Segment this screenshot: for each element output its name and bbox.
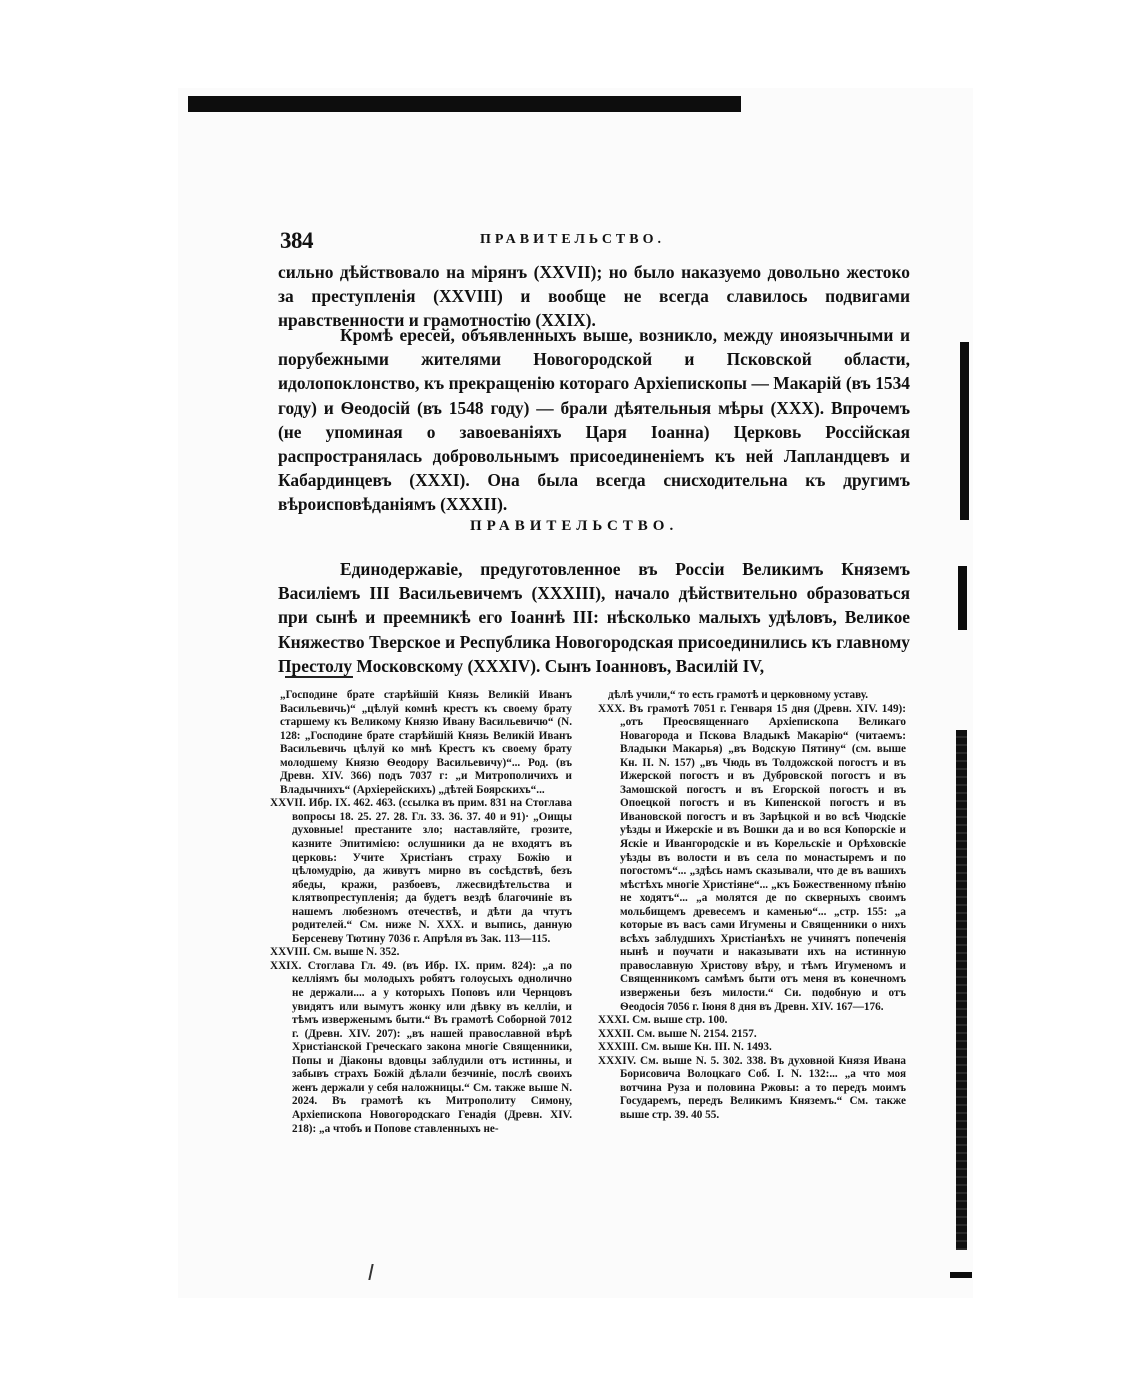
footnotes-right-column (598, 689, 906, 1123)
body-paragraph: Единодержавіе, предуготовленное въ Россіи Великимъ Княземъ Василіемъ III Васильевичемъ (XXXIII), начало дѣйствительно образоваться при сынѣ и преемникѣ его Іоаннѣ III: нѣсколько малыхъ удѣловъ, Великое Княжество Тверское и Республика Новогородская присоединились къ главному Престолу Московскому (XXXIV). Сынъ Іоанновъ, Василій IV, (278, 559, 910, 676)
page-number: 384 (280, 228, 313, 253)
scan-edge-mark (950, 1272, 972, 1278)
scan-edge-mark (956, 730, 967, 1250)
scan-edge-mark (960, 342, 969, 520)
section-title: ПРАВИТЕЛЬСТВО. (470, 518, 679, 534)
footnote-divider (285, 676, 353, 678)
footnote: XXIX. Стоглава Гл. 49. (въ Ибр. IX. прим. 824): „а по келліямъ бы молодыхъ робятъ голоусыхъ однолично не держали.... а у которыхъ Поповъ или Чернцовъ увидятъ или вымутъ жонку или дѣвку въ келліи, и тѣмъ изверженымъ быти.“ Въ грамотѣ Соборной 7012 г. (Древн. XIV. 207): „въ нашей православной вѣрѣ Христіанской Греческаго закона многіе Священники, Попы и Діаконы вдовцы заблудили отъ истинны, и забывъ страхъ Божій дѣлали безчиніе, послѣ своихъ женъ держали у себя наложницы.“ См. также выше N. 2024. Въ грамотѣ къ Митрополиту Симону, Архіепископа Новогородскаго Генадія (Древн. XIV. 218): „а чтобъ и Попове ставленныхъ не- (270, 959, 572, 1135)
page-header (280, 228, 910, 256)
footnote: „Господине брате старѣйшій Князь Великій Иванъ Васильевичь)“ „цѣлуй комнѣ крестъ къ своему брату старшему къ Великому Князю Ивану Васильевичю“ (N. 128: „Господине брате старѣйшій Князь Великій Иванъ Васильевичь цѣлуй ко мнѣ Крестъ къ своему брату молодшему Князю Ѳеодору Васильевичу)“... Род. (въ Древн. XIV. 366) подъ 7037 г: „и Митрополичихъ и Владычнихъ“ (Архіерейскихъ) „дѣтей Боярскихъ“... (280, 689, 572, 796)
footnote: XXXIII. См. выше Кн. III. N. 1493. (598, 1041, 772, 1054)
footnote: XXVII. Ибр. IX. 462. 463. (ссылка въ прим. 831 на Стоглава вопросы 18. 25. 27. 28. Гл. 33. 36. 37. 40 и 91)· „Оищы духовные! престаните зло; наставляйте, грозите, казните Эпитимією: ослушники да не входятъ въ церковь: Учите Христіанъ страху Божію и цѣломудрію, да живутъ мирно въ сосѣдствѣ, безъ ябеды, кражи, разбоевъ, лжесвидѣтельства и клятвопреступленія; да будетъ вездѣ благочиніе въ нашемъ любезномъ отечествѣ, и дѣти да чтутъ родителей.“ См. ниже N. XXX. и выпись, данную Берсеневу Тютину 7036 г. Апрѣля въ Зак. 113—115. (270, 797, 572, 945)
footnote: XXX. Въ грамотѣ 7051 г. Генваря 15 дня (Древн. XIV. 149): „отъ Преосвященнаго Архіепископа Великаго Новагорода и Пскова Владыкѣ Макарію“ (читаемъ: Владыки Макарья) „въ Водскую Пятину“ (см. выше Кн. II. N. 157) „въ Чюдь въ Толдожской погостъ и въ Ижерской погостъ и въ Дубровской погостъ и въ Замошской погостъ и въ Егорской погостъ и въ Опоецкой погостъ и въ Кипенской погостъ и въ Ивановской погостъ и въ Зарѣцкой и во всѣ Чюдскіе уѣзды и Ижерскіе и въ Вошки да и во вся Копорскіе и Яскіе и Ивангородскіе и въ Корельскіе и Орѣховскіе уѣзды въ волости и въ села по монастыремъ и по погостомъ“... „здѣсь намъ сказывали, что де въ вашихъ мѣстѣхъ многіе Христіяне“... „къ Божественному пѣнію не ходятъ“... „а молятся де по скверныхъ своимъ мольбищемъ древесемъ и каменью“... „стр. 155: „а которые въ васъ сами Игумены и Священники о нихъ всѣхъ заблудшихъ Христіанѣхъ не учинятъ попеченія нынѣ и поучати и наказывати ихъ на истинную православную Христову вѣру, и тѣмъ Игуменомъ и Священникомъ самѣмъ быти отъ меня въ конечномъ изверженьи безъ милости.“ Си. подобную и отъ Ѳеодосія 7056 г. Іюня 8 дня въ Древн. XIV. 167—176. (598, 702, 906, 1013)
body-paragraph: Кромѣ ересей, объявленныхъ выше, возникло, между иноязычными и порубежными жителями Новогородской и Псковской области, идолопоклонство, къ прекращенію котораго Архіепископы — Макарій (въ 1534 году) и Ѳеодосій (въ 1548 году) — брали дѣятельныя мѣры (XXX). Впрочемъ (не упоминая о завоеваніяхъ Царя Іоанна) Церковь Россійская распространялась добровольнымъ присоединеніемъ къ ней Лапландцевъ и Кабардинцевъ (XXXI). Она была всегда снисходительна къ другимъ вѣроисповѣданіямъ (XXXII). (278, 325, 910, 515)
footnote: дѣлѣ учили,“ то есть грамотѣ и церковному уставу. (608, 689, 868, 701)
running-head: ПРАВИТЕЛЬСТВО. (480, 232, 665, 247)
scan-edge-mark (958, 566, 967, 630)
body-paragraph: сильно дѣйствовало на мірянъ (XXVII); но было наказуемо довольно жестоко за преступленія (XXVIII) и вообще не всегда славилось подвигами нравственности и грамотностію (XXIX). (278, 262, 910, 331)
footnote: XXXIV. См. выше N. 5. 302. 338. Въ духовной Князя Ивана Борисовича Волоцкаго Соб. I. N. 132:... „а что моя вотчина Руза и половина Ржовы: а то передъ моимъ Государемъ, передъ Великимъ Княземъ.“ См. также выше стр. 39. 40 55. (598, 1054, 906, 1121)
footnote: XXXI. См. выше стр. 100. (598, 1014, 728, 1027)
footnote: XXXII. См. выше N. 2154. 2157. (598, 1027, 757, 1040)
footnotes-left-column (270, 689, 572, 1136)
scan-top-bar (188, 96, 741, 112)
footnote: XXVIII. См. выше N. 352. (270, 946, 400, 959)
